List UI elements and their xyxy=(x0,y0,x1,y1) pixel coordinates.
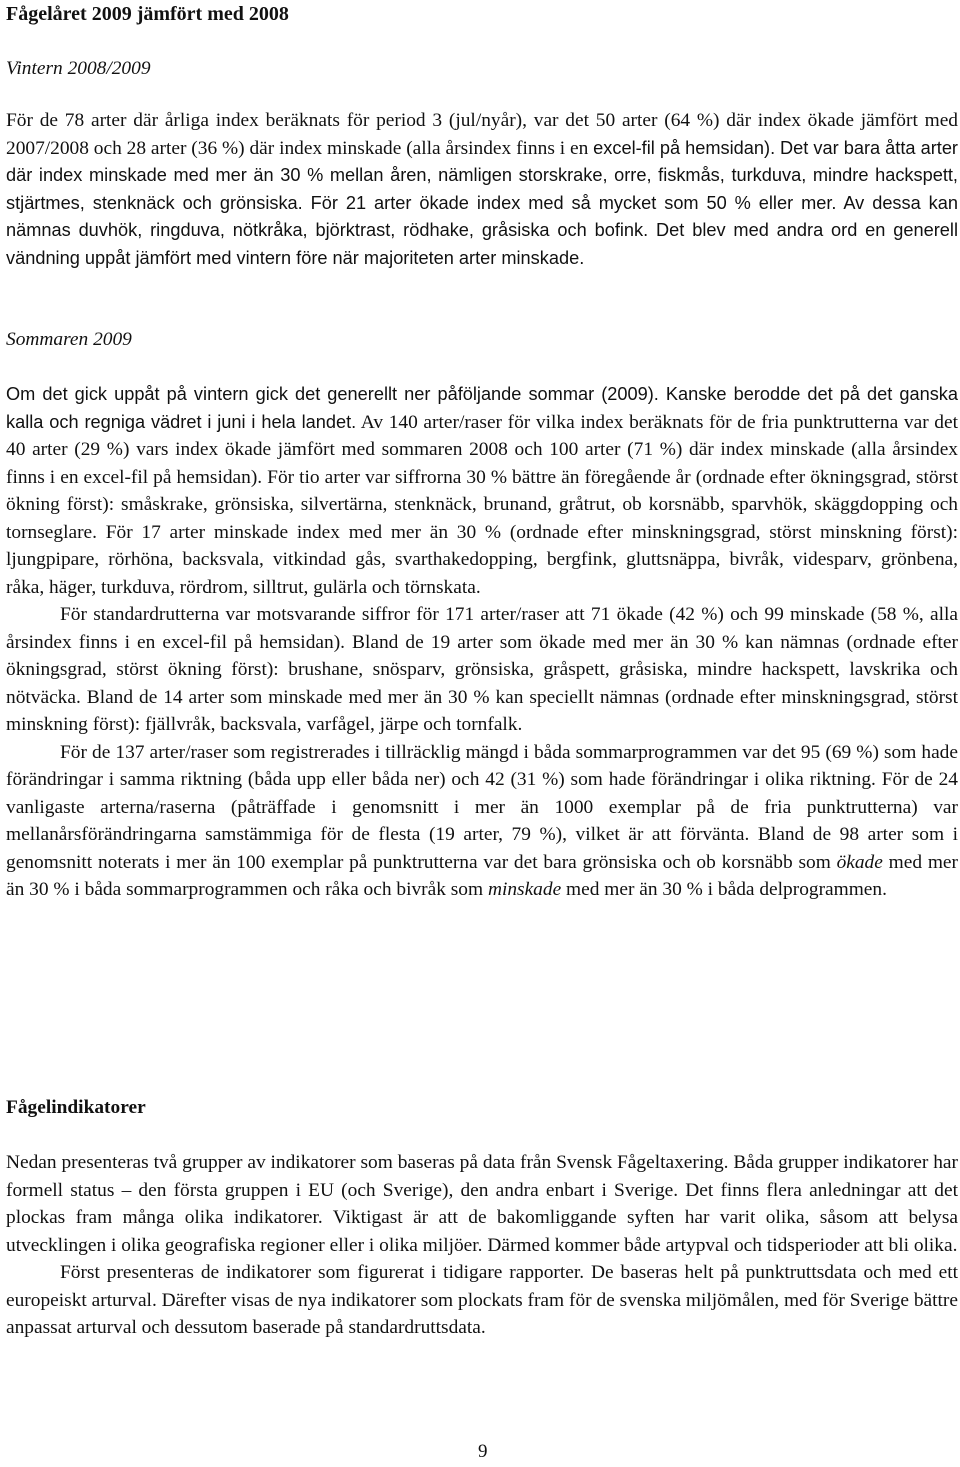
winter-text-serif: För de 78 arter där årliga index beräknats för period 3 (jul/nyår), var det 50 arter (64 %) där index ökade jämfört med 2007/2008 och 28 arter (36 %) där index minskade (alla årsindex finns i en xyxy=(6,110,958,159)
summer-emphasis-increased: ökade xyxy=(836,851,883,873)
section-heading-winter: Vintern 2008/2009 xyxy=(6,58,151,79)
winter-text-sans-a: excel-fil på hemsidan). xyxy=(593,137,776,158)
page-number: 9 xyxy=(478,1441,488,1462)
summer-comparison-text-b: med mer än 30 % i båda sommarprogrammen och råka och bivråk som xyxy=(6,851,958,900)
summer-emphasis-decreased: minskade xyxy=(487,879,562,900)
summer-comparison-text-c: med mer än 30 % i båda delprogrammen. xyxy=(566,879,887,900)
summer-comparison-paragraph xyxy=(6,739,958,904)
summer-text-sans: Om det gick uppåt på vintern gick det generellt ner påföljande sommar (2009). Kanske berodde det på det ganska kalla och regniga vädret i juni i hela landet. xyxy=(6,384,958,432)
indicators-text xyxy=(6,1149,958,1342)
summer-standard-routes-paragraph: För standardrutterna var motsvarande siffror för 171 arter/raser att 71 ökade (42 %) och 99 minskade (58 %, alla årsindex finns i en excel-fil på hemsidan). Bland de 19 arter som ökade med mer än 30 % kan nämnas (ordnade efter ökningsgrad, störst ökning först): brushane, snösparv, grönsiska, gråspett, gråsiska, mindre hackspett, lavskrika och nötväcka. Bland de 14 arter som minskade med mer än 30 % kan speciellt nämnas (ordnade efter minskningsgrad, störst minskning först): fjällvråk, backsvala, varfågel, järpe och tornfalk. xyxy=(6,604,958,735)
summer-text-serif: Av 140 arter/raser för vilka index beräknats för de fria punktrutterna var det 40 arter (29 %) vars index ökade jämfört med sommaren 2008 och 100 arter (71 %) där index minskade (alla årsindex finns i en excel-fil på hemsidan). För tio arter var siffrorna 30 % bättre än föregående år (ordnade efter ökningsgrad, störst ökning först): småskrake, grönsiska, silvertärna, stenknäck, brunand, gråtrut, ob korsnäbb, sparvhök, skäggdopping och tornseglare. För 17 arter minskade index med mer än 30 % (ordnade efter minskningsgrad, störst minskning först): ljungpipare, rörhöna, backsvala, vitkindad gås, svarthakedopping, bergfink, gluttsnäppa, bivråk, videsparv, grönbena, råka, häger, turkduva, rördrom, silltrut, gulärla och törnskata. xyxy=(6,411,958,598)
winter-text-sans-b: Det var bara åtta arter där index minskade med mer än 30 % mellan åren, nämligen storskrake, orre, fiskmås, turkduva, mindre hackspett, stjärtmes, stenknäck och grönsiska. För 21 arter ökade index med så mycket som 50 % eller mer. Av dessa kan nämnas duvhök, ringduva, nötkråka, björktrast, rödhake, gråsiska och bofink. Det blev med andra ord en generell vändning uppåt jämfört med vintern före när majoriteten arter minskade. xyxy=(6,137,958,268)
section-heading-indicators: Fågelindikatorer xyxy=(6,1097,146,1118)
section-heading-summer: Sommaren 2009 xyxy=(6,329,132,350)
indicators-paragraph-2: Först presenteras de indikatorer som figurerat i tidigare rapporter. De baseras helt på punktruttsdata och med ett europeiskt arturval. Därefter visas de nya indikatorer som plockats fram för de svenska miljömålen, med för Sverige bättre anpassat arturval och dessutom baserade på standardruttsdata. xyxy=(6,1262,958,1338)
indicators-paragraph-1: Nedan presenteras två grupper av indikatorer som baseras på data från Svensk Fågeltaxering. Båda grupper indikatorer har formell status – den första gruppen i EU (och Sverige), den andra enbart i Sverige. Det finns flera anledningar att det plockas fram många olika indikatorer. Viktigast är att de bakomliggande syften har varit olika, såsom att belysa utvecklingen i olika geografiska regioner eller i olika miljöer. Därmed kommer både artурval och tidsperioder att bli olika. xyxy=(6,1152,958,1256)
summer-text xyxy=(6,381,958,904)
page-title: Fågelåret 2009 jämfört med 2008 xyxy=(6,3,289,25)
summer-comparison-text-a: För de 137 arter/raser som registrerades i tillräcklig mängd i båda sommarprogrammen var det 95 (69 %) som hade förändringar i samma riktning (båda upp eller båda ner) och 42 (31 %) som hade förändringar i olika riktning. För de 24 vanligaste arterna/raserna (påträffade i genomsnitt i mer än 1000 exemplar på de fria punktrutterna) var mellanårsförändringarna samstämmiga för de flesta (19 arter, 79 %), vilket är att förvänta. Bland de 98 arter som i genomsnitt noterats i mer än 100 exemplar på punktrutterna var det bara grönsiska och ob korsnäbb som xyxy=(6,741,958,873)
winter-paragraph xyxy=(6,107,958,272)
